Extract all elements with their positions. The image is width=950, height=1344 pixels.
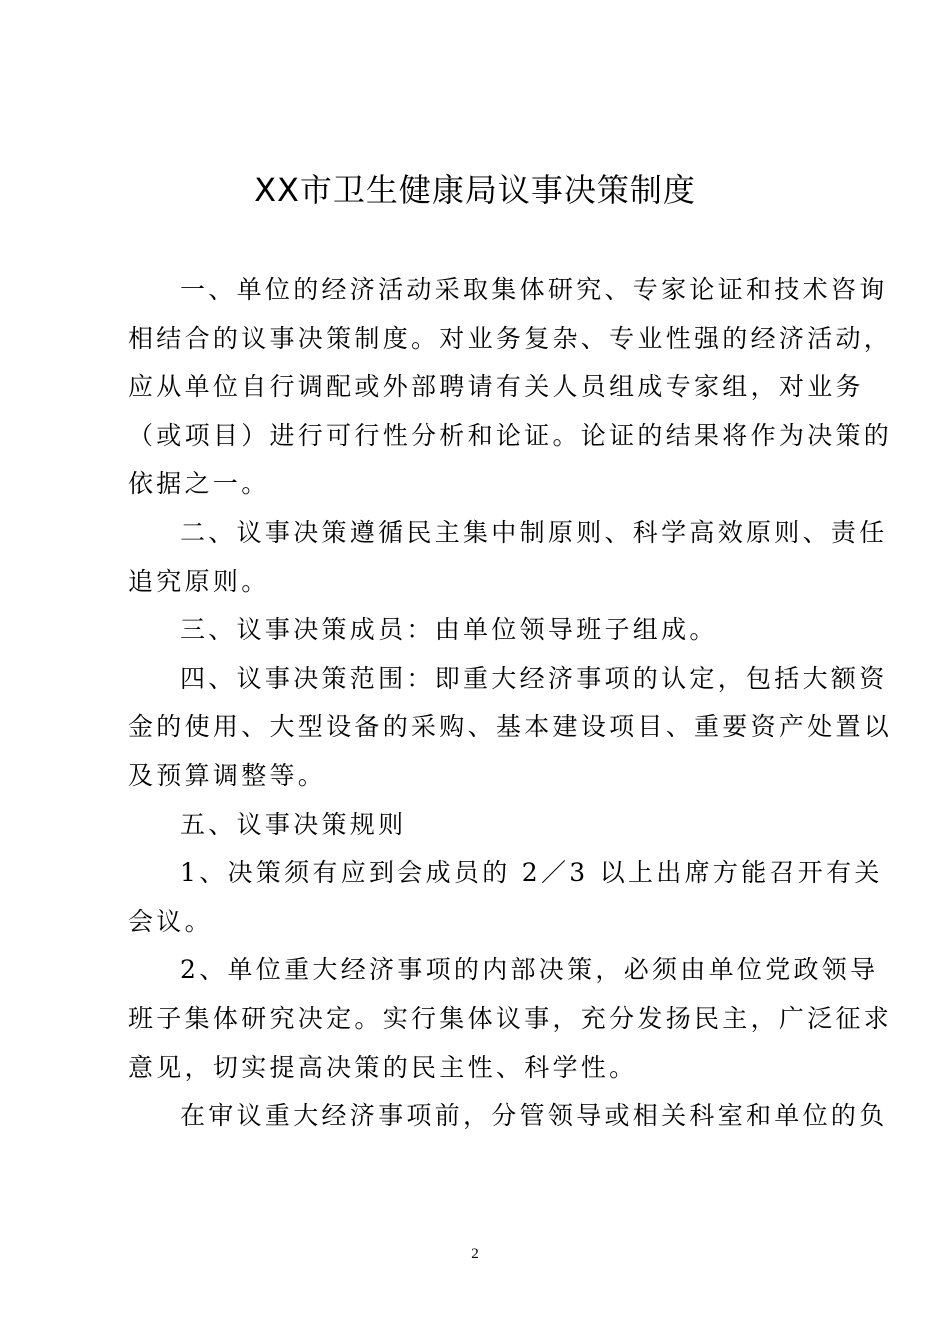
document-body	[128, 266, 893, 1141]
text-line: 及预算调整等。	[128, 760, 327, 790]
text-line: 四、议事决策范围：即重大经济事项的认定，包括大额资	[180, 663, 888, 693]
text-line: 相结合的议事决策制度。对业务复杂、专业性强的经济活动，	[128, 323, 893, 353]
text-line: 三、议事决策成员：由单位领导班子组成。	[180, 615, 718, 645]
text-line: 一、单位的经济活动采取集体研究、专家论证和技术咨询	[180, 275, 888, 304]
text-line: 班子集体研究决定。实行集体议事，充分发扬民主，广泛征求	[128, 1003, 893, 1033]
text-line: 依据之一。	[128, 469, 270, 499]
text-line: 在审议重大经济事项前，分管领导或相关科室和单位的负	[180, 1101, 888, 1131]
text-line: 追究原则。	[128, 566, 270, 596]
text-line: 会议。	[128, 906, 213, 936]
text-line: 2、单位重大经济事项的内部决策，必须由单位党政领导	[180, 955, 879, 985]
text-line: 二、议事决策遵循民主集中制原则、科学高效原则、责任	[180, 517, 888, 547]
text-line: （或项目）进行可行性分析和论证。论证的结果将作为决策的	[128, 420, 893, 450]
text-line: 1、决策须有应到会成员的 2／3 以上出席方能召开有关	[180, 858, 883, 888]
page-number: 2	[471, 1246, 479, 1262]
document-title: XX市卫生健康局议事决策制度	[254, 171, 696, 209]
text-line: 应从单位自行调配或外部聘请有关人员组成专家组，对业务	[128, 372, 864, 402]
text-line: 五、议事决策规则	[180, 809, 407, 839]
text-line: 金的使用、大型设备的采购、基本建设项目、重要资产处置以	[128, 712, 893, 742]
text-line: 意见，切实提高决策的民主性、科学性。	[128, 1052, 638, 1082]
